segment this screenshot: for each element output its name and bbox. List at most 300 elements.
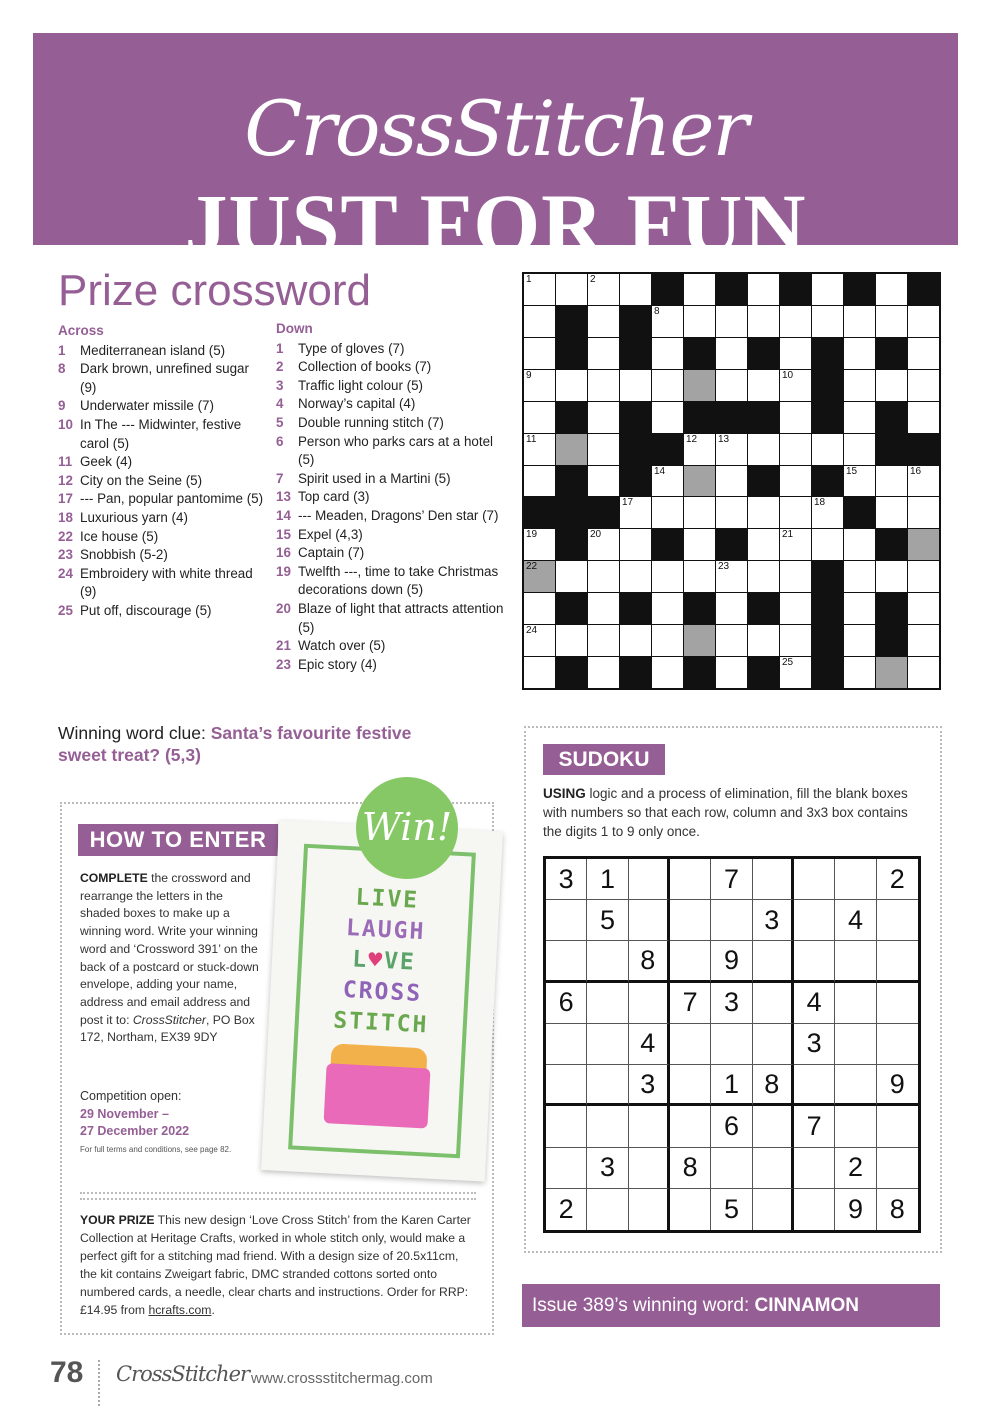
sampler-words bbox=[268, 878, 500, 1045]
crossword-cell[interactable] bbox=[780, 657, 811, 688]
crossword-cell[interactable] bbox=[652, 402, 683, 433]
sudoku-blank[interactable] bbox=[587, 983, 628, 1024]
black-square bbox=[748, 466, 779, 497]
sudoku-blank[interactable] bbox=[587, 941, 628, 982]
crossword-cell[interactable] bbox=[716, 306, 747, 337]
clue-number: 3 bbox=[276, 377, 284, 393]
clue-number: 18 bbox=[58, 509, 73, 525]
sudoku-blank[interactable] bbox=[794, 1189, 835, 1230]
crossword-cell[interactable] bbox=[652, 306, 683, 337]
sudoku-blank[interactable] bbox=[753, 1148, 794, 1189]
address-name: CrossStitcher bbox=[132, 1012, 206, 1027]
crossword-cell[interactable] bbox=[652, 625, 683, 656]
black-square bbox=[748, 402, 779, 433]
header-banner bbox=[33, 33, 958, 272]
crossword-cell[interactable] bbox=[524, 402, 555, 433]
clue-text: Type of gloves (7) bbox=[298, 340, 405, 356]
clue-number: 15 bbox=[276, 526, 291, 542]
crossword-cell[interactable] bbox=[908, 338, 939, 369]
crossword-cell[interactable] bbox=[876, 306, 907, 337]
crossword-cell[interactable] bbox=[908, 561, 939, 592]
crossword-cell[interactable] bbox=[812, 434, 843, 465]
clue-number: 4 bbox=[276, 396, 284, 412]
black-square bbox=[652, 529, 683, 560]
sudoku-blank[interactable] bbox=[877, 1148, 918, 1189]
magazine-logo: CrossStitcher bbox=[244, 84, 747, 173]
crossword-cell[interactable] bbox=[780, 338, 811, 369]
crossword-cell[interactable] bbox=[908, 402, 939, 433]
crossword-cell[interactable] bbox=[716, 657, 747, 688]
crossword-cell[interactable] bbox=[588, 466, 619, 497]
sudoku-blank[interactable] bbox=[835, 1065, 876, 1106]
across-clues bbox=[58, 322, 266, 621]
clue-number: 21 bbox=[276, 638, 291, 654]
sudoku-blank[interactable] bbox=[753, 1106, 794, 1147]
across-clue-24 bbox=[58, 565, 266, 602]
crossword-cell[interactable] bbox=[652, 370, 683, 401]
crossword-cell[interactable] bbox=[908, 497, 939, 528]
sudoku-blank[interactable] bbox=[753, 859, 794, 900]
crossword-cell[interactable] bbox=[588, 370, 619, 401]
crossword-cell[interactable] bbox=[748, 274, 779, 305]
winning-word-clue bbox=[58, 722, 438, 766]
sewing-bag-body bbox=[324, 1063, 431, 1128]
crossword-cell[interactable] bbox=[780, 561, 811, 592]
clue-number: 9 bbox=[58, 398, 66, 414]
black-square bbox=[620, 434, 651, 465]
sudoku-blank[interactable] bbox=[546, 1065, 587, 1106]
crossword-cell[interactable] bbox=[588, 434, 619, 465]
cell-number: 18 bbox=[814, 497, 826, 509]
sudoku-blank[interactable] bbox=[629, 983, 670, 1024]
sudoku-given: 3 bbox=[587, 1148, 628, 1189]
sampler-stitch: STITCH bbox=[332, 1007, 430, 1039]
crossword-cell[interactable] bbox=[908, 657, 939, 688]
cell-number: 13 bbox=[718, 433, 730, 445]
sudoku-blank[interactable] bbox=[711, 1024, 752, 1065]
crossword-cell[interactable] bbox=[556, 274, 587, 305]
cell-number: 11 bbox=[526, 433, 537, 445]
sudoku-blank[interactable] bbox=[835, 1024, 876, 1065]
sudoku-blank[interactable] bbox=[670, 859, 711, 900]
black-square bbox=[812, 338, 843, 369]
crossword-cell[interactable] bbox=[748, 561, 779, 592]
sudoku-given: 4 bbox=[794, 983, 835, 1024]
crossword-cell[interactable] bbox=[844, 370, 875, 401]
crossword-cell[interactable] bbox=[716, 370, 747, 401]
sampler-cross: CROSS bbox=[342, 976, 423, 1008]
down-clue-5 bbox=[276, 414, 506, 433]
crossword-cell[interactable] bbox=[844, 561, 875, 592]
crossword-cell[interactable] bbox=[684, 497, 715, 528]
clue-text: Watch over (5) bbox=[298, 638, 386, 654]
cell-number: 15 bbox=[846, 465, 858, 477]
sudoku-blank[interactable] bbox=[629, 859, 670, 900]
clue-text: Ice house (5) bbox=[80, 528, 159, 544]
across-clue-9 bbox=[58, 397, 266, 416]
cell-number: 5 bbox=[782, 274, 788, 285]
sudoku-label: SUDOKU bbox=[543, 744, 665, 775]
crossword-cell[interactable] bbox=[524, 593, 555, 624]
crossword-cell[interactable] bbox=[588, 657, 619, 688]
crossword-cell[interactable] bbox=[844, 657, 875, 688]
sudoku-blank[interactable] bbox=[629, 900, 670, 941]
down-clue-13 bbox=[276, 488, 506, 507]
clue-text: Twelfth ---, time to take Christmas decorations down (5) bbox=[298, 563, 499, 598]
crossword-cell[interactable] bbox=[748, 370, 779, 401]
clue-text: Embroidery with white thread (9) bbox=[80, 565, 253, 600]
sudoku-blank[interactable] bbox=[670, 941, 711, 982]
crossword-cell[interactable] bbox=[588, 274, 619, 305]
crossword-cell[interactable] bbox=[716, 497, 747, 528]
black-square bbox=[684, 593, 715, 624]
sudoku-blank[interactable] bbox=[753, 1024, 794, 1065]
prize-lead: YOUR PRIZE bbox=[80, 1213, 155, 1227]
crossword-cell[interactable] bbox=[780, 402, 811, 433]
clue-text: Epic story (4) bbox=[298, 656, 377, 672]
crossword-cell[interactable] bbox=[556, 625, 587, 656]
sudoku-blank[interactable] bbox=[670, 1024, 711, 1065]
sudoku-given: 3 bbox=[711, 983, 752, 1024]
black-square bbox=[556, 306, 587, 337]
down-clue-21 bbox=[276, 637, 506, 656]
sudoku-text: logic and a process of elimination, fill the blank boxes with numbers so that each row, column and 3x3 box contains the digits 1 to 9 only once. bbox=[543, 786, 908, 839]
black-square bbox=[748, 593, 779, 624]
crossword-cell[interactable] bbox=[620, 561, 651, 592]
crossword-cell[interactable] bbox=[716, 466, 747, 497]
shaded-square[interactable] bbox=[876, 657, 907, 688]
sudoku-blank[interactable] bbox=[794, 859, 835, 900]
prize-text: This new design ‘Love Cross Stitch’ from the Karen Carter Collection at Heritage Crafts, worked in whole stitch only, would make a perfect gift for a stitching mad friend. With a design size of 20.5x11cm, the kit contains Zweigart fabric, DMC stranded cottons sorted onto numbered cards, a needle, clear charts and instructions. Order for RRP: £14.95 from bbox=[80, 1213, 471, 1317]
black-square bbox=[556, 497, 587, 528]
sudoku-blank[interactable] bbox=[753, 983, 794, 1024]
prize-link[interactable]: hcrafts.com bbox=[148, 1303, 212, 1317]
sudoku-blank[interactable] bbox=[587, 1106, 628, 1147]
crossword-cell[interactable] bbox=[844, 402, 875, 433]
crossword-cell[interactable] bbox=[524, 529, 555, 560]
sudoku-given: 9 bbox=[711, 941, 752, 982]
black-square bbox=[684, 657, 715, 688]
cell-number: 24 bbox=[526, 625, 538, 637]
crossword-cell[interactable] bbox=[588, 625, 619, 656]
clue-text: In The --- Midwinter, festive carol (5) bbox=[80, 416, 242, 451]
sudoku-blank[interactable] bbox=[877, 941, 918, 982]
sudoku-blank[interactable] bbox=[546, 1148, 587, 1189]
clue-number: 11 bbox=[58, 454, 73, 470]
crossword-cell[interactable] bbox=[876, 561, 907, 592]
black-square bbox=[748, 338, 779, 369]
sudoku-blank[interactable] bbox=[794, 941, 835, 982]
crossword-cell[interactable] bbox=[524, 274, 555, 305]
clue-text: Captain (7) bbox=[298, 545, 365, 561]
previous-winning-word bbox=[522, 1284, 940, 1327]
black-square bbox=[620, 338, 651, 369]
sudoku-blank[interactable] bbox=[753, 941, 794, 982]
crossword-cell[interactable] bbox=[716, 434, 747, 465]
sudoku-blank[interactable] bbox=[794, 900, 835, 941]
sudoku-blank[interactable] bbox=[670, 1106, 711, 1147]
answer-word: CINNAMON bbox=[754, 1295, 859, 1316]
sudoku-blank[interactable] bbox=[835, 983, 876, 1024]
crossword-cell[interactable] bbox=[524, 657, 555, 688]
crossword-cell[interactable] bbox=[684, 561, 715, 592]
sudoku-blank[interactable] bbox=[711, 1148, 752, 1189]
crossword-cell[interactable] bbox=[588, 529, 619, 560]
crossword-cell[interactable] bbox=[748, 625, 779, 656]
section-title: JUST FOR FUN bbox=[184, 176, 807, 272]
cell-number: 16 bbox=[910, 465, 922, 477]
crossword-cell[interactable] bbox=[780, 306, 811, 337]
crossword-cell[interactable] bbox=[908, 593, 939, 624]
down-clue-14 bbox=[276, 507, 506, 526]
crossword-cell[interactable] bbox=[812, 497, 843, 528]
crossword-cell[interactable] bbox=[684, 306, 715, 337]
crossword-cell[interactable] bbox=[556, 561, 587, 592]
sudoku-blank[interactable] bbox=[546, 1106, 587, 1147]
crossword-cell[interactable] bbox=[748, 306, 779, 337]
clue-number: 12 bbox=[58, 472, 73, 488]
crossword-cell[interactable] bbox=[876, 274, 907, 305]
crossword-cell[interactable] bbox=[620, 497, 651, 528]
crossword-cell[interactable] bbox=[844, 593, 875, 624]
sudoku-blank[interactable] bbox=[670, 900, 711, 941]
crossword-cell[interactable] bbox=[588, 402, 619, 433]
crossword-cell[interactable] bbox=[748, 497, 779, 528]
black-square bbox=[844, 274, 875, 305]
black-square bbox=[876, 338, 907, 369]
crossword-cell[interactable] bbox=[908, 306, 939, 337]
sudoku-blank[interactable] bbox=[587, 1189, 628, 1230]
crossword-cell[interactable] bbox=[524, 306, 555, 337]
sudoku-blank[interactable] bbox=[877, 900, 918, 941]
sudoku-blank[interactable] bbox=[546, 1024, 587, 1065]
cell-number: 19 bbox=[526, 529, 538, 541]
crossword-cell[interactable] bbox=[844, 466, 875, 497]
clue-number: 7 bbox=[276, 470, 284, 486]
crossword-cell[interactable] bbox=[812, 529, 843, 560]
crossword-cell[interactable] bbox=[876, 370, 907, 401]
black-square bbox=[652, 434, 683, 465]
black-square bbox=[812, 625, 843, 656]
crossword-cell[interactable] bbox=[588, 306, 619, 337]
crossword-cell[interactable] bbox=[652, 497, 683, 528]
crossword-cell[interactable] bbox=[652, 338, 683, 369]
how-to-enter-label: HOW TO ENTER bbox=[78, 824, 278, 856]
crossword-cell[interactable] bbox=[524, 434, 555, 465]
clue-number: 16 bbox=[276, 545, 291, 561]
sudoku-blank[interactable] bbox=[670, 1189, 711, 1230]
crossword-cell[interactable] bbox=[588, 338, 619, 369]
sampler-laugh: LAUGH bbox=[345, 915, 426, 946]
black-square bbox=[876, 402, 907, 433]
clue-number: 1 bbox=[58, 342, 66, 358]
clue-number: 23 bbox=[58, 547, 73, 563]
crossword-grid bbox=[522, 272, 941, 690]
crossword-cell[interactable] bbox=[556, 370, 587, 401]
crossword-cell[interactable] bbox=[780, 497, 811, 528]
competition-dates bbox=[80, 1088, 270, 1155]
crossword-cell[interactable] bbox=[652, 561, 683, 592]
crossword-cell[interactable] bbox=[524, 338, 555, 369]
sudoku-given: 7 bbox=[670, 983, 711, 1024]
sudoku-blank[interactable] bbox=[753, 1189, 794, 1230]
shaded-square[interactable] bbox=[524, 561, 555, 592]
cell-number: 4 bbox=[718, 274, 724, 285]
crossword-cell[interactable] bbox=[844, 434, 875, 465]
sampler-love-l: L bbox=[351, 946, 369, 974]
crossword-title: Prize crossword bbox=[58, 266, 371, 315]
crossword-cell[interactable] bbox=[620, 370, 651, 401]
crossword-cell[interactable] bbox=[716, 561, 747, 592]
sudoku-blank[interactable] bbox=[794, 1065, 835, 1106]
down-clue-3 bbox=[276, 377, 506, 396]
sudoku-blank[interactable] bbox=[877, 1024, 918, 1065]
black-square bbox=[588, 497, 619, 528]
sudoku-blank[interactable] bbox=[711, 900, 752, 941]
crossword-cell[interactable] bbox=[780, 593, 811, 624]
crossword-cell[interactable] bbox=[908, 625, 939, 656]
sudoku-blank[interactable] bbox=[835, 941, 876, 982]
cell-number: 22 bbox=[526, 561, 538, 573]
crossword-cell[interactable] bbox=[652, 466, 683, 497]
footer-separator bbox=[98, 1360, 100, 1406]
down-clue-2 bbox=[276, 358, 506, 377]
black-square bbox=[556, 402, 587, 433]
crossword-cell[interactable] bbox=[780, 625, 811, 656]
sudoku-given: 6 bbox=[711, 1106, 752, 1147]
black-square bbox=[876, 625, 907, 656]
cell-number: 12 bbox=[686, 433, 698, 445]
clue-text: Dark brown, unrefined sugar (9) bbox=[80, 361, 249, 395]
crossword-cell[interactable] bbox=[588, 561, 619, 592]
black-square bbox=[812, 370, 843, 401]
heart-icon: ♥ bbox=[367, 947, 385, 975]
competition-label: Competition open: bbox=[80, 1089, 182, 1103]
clue-number: 2 bbox=[276, 359, 284, 375]
crossword-cell[interactable] bbox=[844, 625, 875, 656]
terms-note: For full terms and conditions, see page 82. bbox=[80, 1144, 232, 1154]
crossword-cell[interactable] bbox=[780, 466, 811, 497]
crossword-cell[interactable] bbox=[844, 306, 875, 337]
shaded-square[interactable] bbox=[684, 625, 715, 656]
cell-number: 7 bbox=[910, 274, 916, 285]
sudoku-given: 1 bbox=[711, 1065, 752, 1106]
footer-url[interactable]: www.crossstitchermag.com bbox=[251, 1370, 433, 1387]
sudoku-given: 3 bbox=[546, 859, 587, 900]
sudoku-given: 2 bbox=[835, 1148, 876, 1189]
sudoku-blank[interactable] bbox=[877, 1106, 918, 1147]
crossword-cell[interactable] bbox=[524, 370, 555, 401]
shaded-square[interactable] bbox=[684, 466, 715, 497]
shaded-square[interactable] bbox=[684, 370, 715, 401]
sudoku-blank[interactable] bbox=[835, 1106, 876, 1147]
crossword-cell[interactable] bbox=[748, 434, 779, 465]
crossword-cell[interactable] bbox=[524, 466, 555, 497]
crossword-cell[interactable] bbox=[716, 338, 747, 369]
sudoku-blank[interactable] bbox=[629, 1106, 670, 1147]
crossword-cell[interactable] bbox=[620, 529, 651, 560]
date-close: 27 December 2022 bbox=[80, 1124, 190, 1139]
black-square bbox=[812, 657, 843, 688]
clue-number: 13 bbox=[276, 489, 291, 505]
crossword-cell[interactable] bbox=[620, 274, 651, 305]
crossword-cell[interactable] bbox=[716, 593, 747, 624]
sudoku-blank[interactable] bbox=[835, 859, 876, 900]
crossword-cell[interactable] bbox=[876, 466, 907, 497]
sudoku-blank[interactable] bbox=[546, 900, 587, 941]
sudoku-blank[interactable] bbox=[794, 1148, 835, 1189]
sudoku-blank[interactable] bbox=[546, 941, 587, 982]
crossword-cell[interactable] bbox=[844, 338, 875, 369]
clue-number: 8 bbox=[58, 361, 66, 377]
crossword-cell[interactable] bbox=[812, 306, 843, 337]
crossword-cell[interactable] bbox=[812, 274, 843, 305]
down-clue-20 bbox=[276, 600, 506, 637]
down-clue-15 bbox=[276, 526, 506, 545]
instructions: the crossword and rearrange the letters in the shaded boxes to make up a winning word. Write your winning word and ‘Crossword 391’ on the back of a postcard or stuck-down envelope, adding your name, address and email address and post it to: bbox=[80, 871, 259, 1027]
cell-number: 2 bbox=[590, 274, 596, 285]
sudoku-blank[interactable] bbox=[877, 983, 918, 1024]
crossword-cell[interactable] bbox=[780, 529, 811, 560]
crossword-cell[interactable] bbox=[716, 625, 747, 656]
across-clue-17 bbox=[58, 490, 266, 509]
crossword-cell[interactable] bbox=[908, 466, 939, 497]
prize-description bbox=[80, 1211, 478, 1319]
sudoku-blank[interactable] bbox=[629, 1148, 670, 1189]
cell-number: 8 bbox=[654, 305, 660, 317]
sudoku-given: 7 bbox=[711, 859, 752, 900]
clue-number: 19 bbox=[276, 563, 291, 579]
clue-number: 24 bbox=[58, 565, 73, 581]
black-square bbox=[876, 593, 907, 624]
black-square bbox=[780, 274, 811, 305]
crossword-cell[interactable] bbox=[908, 370, 939, 401]
crossword-cell[interactable] bbox=[684, 529, 715, 560]
crossword-cell[interactable] bbox=[780, 370, 811, 401]
cell-number: 20 bbox=[590, 529, 602, 541]
sudoku-blank[interactable] bbox=[587, 1065, 628, 1106]
crossword-cell[interactable] bbox=[876, 497, 907, 528]
shaded-square[interactable] bbox=[556, 434, 587, 465]
black-square bbox=[812, 402, 843, 433]
across-clue-25 bbox=[58, 602, 266, 621]
crossword-cell[interactable] bbox=[620, 625, 651, 656]
crossword-cell[interactable] bbox=[748, 529, 779, 560]
crossword-cell[interactable] bbox=[684, 274, 715, 305]
sudoku-given: 7 bbox=[794, 1106, 835, 1147]
black-square bbox=[620, 657, 651, 688]
sudoku-blank[interactable] bbox=[629, 1189, 670, 1230]
crossword-cell[interactable] bbox=[652, 593, 683, 624]
shaded-square[interactable] bbox=[908, 529, 939, 560]
crossword-cell[interactable] bbox=[652, 657, 683, 688]
sudoku-blank[interactable] bbox=[670, 1065, 711, 1106]
sudoku-blank[interactable] bbox=[587, 1024, 628, 1065]
crossword-cell[interactable] bbox=[588, 593, 619, 624]
answer-prefix: Issue 389’s winning word: bbox=[532, 1295, 755, 1316]
crossword-cell[interactable] bbox=[684, 434, 715, 465]
page-number: 78 bbox=[50, 1356, 84, 1389]
crossword-cell[interactable] bbox=[844, 529, 875, 560]
black-square bbox=[716, 529, 747, 560]
crossword-cell[interactable] bbox=[780, 434, 811, 465]
clue-text: Put off, discourage (5) bbox=[80, 602, 212, 618]
black-square bbox=[556, 593, 587, 624]
across-clue-12 bbox=[58, 472, 266, 491]
crossword-cell[interactable] bbox=[524, 625, 555, 656]
sudoku-given: 2 bbox=[877, 859, 918, 900]
clue-number: 17 bbox=[58, 491, 73, 507]
